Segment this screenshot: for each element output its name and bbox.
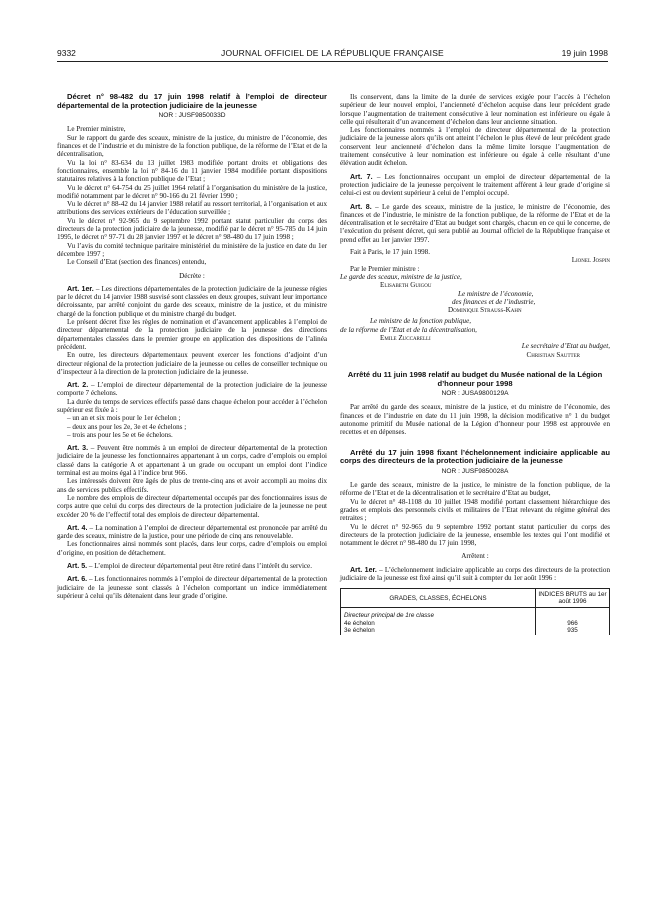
fp-title: Le ministre de la fonction publique, [370, 317, 472, 326]
table-row [341, 627, 610, 634]
arrete-article-1-text: – L’échelonnement indiciaire applicable au corps des directeurs de la protection judiciaire de la jeunesse est fixé ainsi qu’il suit à compter du 1er août 1996 : [340, 565, 610, 583]
article-8 [340, 203, 610, 244]
signature-place-date: Fait à Paris, le 17 juin 1998. [350, 248, 430, 257]
article-1-para: Le présent décret fixe les règles de nomination et d’avancement applicables à l’emploi de directeur départemental de la protection judiciaire de la jeunesse des directions départementales classées dans le premier groupe en application des dispositions de l’alinéa précédent. [57, 318, 327, 351]
issue-date: 19 juin 1998 [561, 48, 608, 58]
article-3 [57, 444, 327, 477]
article-7-text: – Les fonctionnaires occupant un emploi de directeur départemental de la protection judiciaire de la jeunesse perçoivent le traitement afférent à leur grade d’origine si celui-ci est ou devient supérieur à celui de l’emploi occupé. [340, 172, 610, 198]
continuation-para: Ils conservent, dans la limite de la durée de services exigée pour l’accès à l’échelon supérieur de leur nouvel emploi, l’ancienneté d’échelon acquise dans leur précédent grade lorsque l’augmentation de traitement consécutive à leur nomination est inférieure ou égale à celle qui résulterait d’un avancement d’échelon dans leur ancienne situation. [340, 93, 610, 126]
article-2 [57, 381, 327, 398]
article-6 [57, 575, 327, 600]
intro-line: Sur le rapport du garde des sceaux, ministre de la justice, du ministre de l’économie, des finances et de l’industrie et du ministre de la fonction publique, de la réforme de l’Etat et de la décentralisation, [57, 133, 327, 159]
table-cell: 966 [536, 620, 610, 627]
article-4-para: Les fonctionnaires ainsi nommés sont placés, dans leur corps, cadre d’emplois ou emploi d’origine, en position de détachement. [57, 540, 327, 557]
intro-line: Vu le décret n° 92-965 du 9 septembre 1992 portant statut particulier du corps des directeurs de la protection judiciaire de la jeunesse, modifié par le décret n° 95-785 du 14 juin 1995, le décret n° 97-71 du 28 janvier 1997 et le décret n° 98-480 du 17 juin 1998 ; [57, 216, 327, 242]
fp-title: de la réforme de l’Etat et de la décentralisation, [340, 325, 477, 334]
table-cell [536, 608, 610, 620]
arrete-musee-title: Arrêté du 11 juin 1998 relatif au budget du Musée national de la Légion d’honneur pour 1998 [347, 369, 603, 388]
right-column [340, 93, 610, 635]
budget-name: Christian Sautter [526, 350, 580, 359]
article-6-label: Art. 6. [67, 575, 88, 584]
article-5-label: Art. 5. [67, 562, 88, 571]
intro-line: Vu le décret n° 64-754 du 25 juillet 1964 relatif à l’organisation du ministère de la justice, modifié notamment par le décret n° 90-166 du 21 février 1990 ; [57, 183, 327, 200]
intro-line: Vu le décret n° 88-42 du 14 janvier 1988 relatif au ressort territorial, à l’organisation et aux attributions des services extérieurs de l’éducation surveillée ; [57, 200, 327, 217]
arrete-article-1 [340, 566, 610, 583]
list-item: – deux ans pour les 2e, 3e et 4e échelons ; [67, 422, 187, 431]
arrete-musee-nor: NOR : JUSA9800129A [441, 390, 509, 398]
article-7 [340, 173, 610, 198]
article-3-label: Art. 3. [67, 444, 89, 453]
signature-block [340, 248, 610, 359]
article-2-label: Art. 2. [67, 381, 89, 390]
article-4 [57, 524, 327, 541]
list-item: – un an et six mois pour le 1er échelon ; [67, 414, 181, 423]
economy-name: Dominique Strauss-Kahn [448, 306, 522, 315]
table-cell: 3e échelon [341, 627, 536, 634]
decree-intro [57, 125, 327, 266]
intro-line: Vu la loi n° 83-634 du 13 juillet 1983 modifiée portant droits et obligations des fonctionnaires, ensemble la loi n° 84-16 du 11 janvier 1984 modifiée portant dispositions statutaires relatives à la fonction publique de l’Etat ; [57, 158, 327, 184]
pm-intro: Par le Premier ministre : [350, 264, 420, 273]
justice-name: Elisabeth Guigou [380, 281, 432, 290]
arrete-echelonnement-nor: NOR : JUSF9850028A [441, 467, 509, 475]
table-cell: 935 [536, 627, 610, 634]
intro-line: Le Premier ministre, [67, 125, 126, 134]
article-8-text: – Le garde des sceaux, ministre de la justice, le ministre de l’économie, des finances et de l’industrie, le ministre de la fonction publique, de la réforme de l’Etat et de la décentralisation et le secrétaire d’Etat au budget sont chargés, chacun en ce qui le concerne, de l’exécution du présent décret, qui sera publié au Journal officiel de la République française et prend effet au 1er janvier 1997. [340, 202, 610, 244]
article-1-label: Art. 1er. [67, 284, 94, 293]
header-rule [57, 61, 608, 62]
intro-line: Le Conseil d’Etat (section des finances) entendu, [67, 258, 207, 267]
intro-line: Vu l’avis du comité technique paritaire ministériel du ministère de la justice en date du 1er décembre 1997 ; [57, 241, 327, 258]
article-7-label: Art. 7. [350, 172, 373, 181]
arrete-musee-text: Par arrêté du garde des sceaux, ministre de la justice, et du ministre de l’économie, des finances et de l’industrie en date du 11 juin 1998, la décision modificative n° 1 du budget autonome primitif du Musée national de la Légion d’honneur pour 1998 est approuvée en recettes et en dépenses. [340, 403, 610, 437]
article-2-text: – L’emploi de directeur départemental de la protection judiciaire de la jeunesse comporte 7 échelons. [57, 381, 327, 398]
article-3-text: – Peuvent être nommés à un emploi de directeur départemental de la protection judiciaire de la jeunesse les fonctionnaires appartenant à un corps, cadre d’emplois ou emploi classé dans la catégorie A et appartenant à un grade ou occupant un emploi dont l’indice terminal est au moins égal à l’indice brut 966. [57, 444, 327, 478]
arrete-echelonnement-title: Arrêté du 17 juin 1998 fixant l’échelonnement indiciaire applicable au corps des directeurs de la protection judiciaire de la jeunesse [340, 447, 610, 466]
justice-title: Le garde des sceaux, ministre de la justice, [340, 272, 462, 281]
arrete-echelonnement-para: Vu le décret n° 92-965 du 9 septembre 1992 portant statut particulier du corps des directeurs de la protection judiciaire de la jeunesse, ensemble les textes qui l’ont modifié et notamment le décret n° 98-480 du 17 juin 1998, [340, 522, 610, 548]
pm-name: Lionel Jospin [571, 256, 610, 265]
left-column [57, 93, 327, 600]
indices-table [340, 588, 610, 634]
table-header: GRADES, CLASSES, ÉCHELONS [341, 589, 536, 608]
page-header [57, 48, 608, 62]
table-row [341, 620, 610, 627]
table-cell: 4e échelon [341, 620, 536, 627]
decrete-heading: Décrète : [179, 271, 205, 280]
article-1 [57, 285, 327, 318]
article-5-text: – L’emploi de directeur départemental peut être retiré dans l’intérêt du service. [88, 562, 312, 571]
article-1-para: En outre, les directeurs départementaux peuvent exercer les fonctions d’adjoint d’un directeur régional de la protection judiciaire de la jeunesse ou celles de conseiller technique ou d’inspecteur à la direction de la protection judiciaire de la jeunesse. [57, 351, 327, 376]
arrete-echelonnement-para: Le garde des sceaux, ministre de la justice, le ministre de la fonction publique, de la réforme de l’Etat et de la décentralisation et le secrétaire d’Etat au budget, [340, 481, 610, 498]
article-6-text: – Les fonctionnaires nommés à l’emploi de directeur départemental de la protection judiciaire de la jeunesse sont classés à l’échelon comportant un indice immédiatement supérieur à celui qu’ils détenaient dans leur grade d’origine. [57, 575, 328, 600]
arrete-echelonnement [340, 449, 610, 635]
arretent-heading: Arrêtent : [461, 552, 489, 561]
article-3-para: Le nombre des emplois de directeur départemental occupés par des fonctionnaires issus de corps autre que celui du corps des directeurs de la protection judiciaire de la jeunesse ne peut excéder 20 % de l’effectif total des emplois de directeur départemental. [57, 493, 327, 519]
arrete-article-1-label: Art. 1er. [350, 565, 377, 574]
table-header: INDICES BRUTS au 1er août 1996 [536, 589, 610, 608]
article-4-label: Art. 4. [67, 523, 88, 532]
table-section-label: Directeur principal de 1re classe [341, 608, 536, 620]
list-item: – trois ans pour les 5e et 6e échelons. [67, 430, 173, 439]
article-4-text: – La nomination à l’emploi de directeur départemental est prononcée par arrêté du garde des sceaux, ministre de la justice, pour une période de cinq ans renouvelable. [57, 523, 328, 541]
arrete-echelonnement-para: Vu le décret n° 48-1108 du 10 juillet 1948 modifié portant classement hiérarchique des grades et emplois des personnels civils et militaires de l’Etat relevant du régime général des retraites ; [340, 497, 610, 523]
journal-title: JOURNAL OFFICIEL DE LA RÉPUBLIQUE FRANÇAISE [221, 48, 444, 58]
decree-nor: NOR : JUSF9850033D [158, 112, 226, 120]
fp-name: Emile Zuccarelli [380, 334, 431, 343]
decree-title: Décret n° 98-482 du 17 juin 1998 relatif à l’emploi de directeur départemental de la protection judiciaire de la jeunesse [57, 92, 327, 110]
economy-title: des finances et de l’industrie, [452, 297, 536, 306]
economy-title: Le ministre de l’économie, [458, 289, 534, 298]
article-2-para: La durée du temps de services effectifs passé dans chaque échelon pour accéder à l’échelon supérieur est fixée à : [57, 397, 327, 414]
article-1-text: – Les directions départementales de la protection judiciaire de la jeunesse régies par le décret du 14 janvier 1988 susvisé sont classées en deux groupes, suivant leur importance décroissante, par arrêté conjoint du garde des sceaux, ministre de la justice, et du ministre chargé de la fonction publique et du ministre chargé du budget. [57, 284, 327, 318]
continuation-para: Les fonctionnaires nommés à l’emploi de directeur départemental de la protection judiciaire de la jeunesse alors qu’ils ont atteint l’échelon le plus élevé de leur précédent grade conservent leur ancienneté d’échelon dans la même limite lorsque l’augmentation de traitement consécutive à leur nomination est inférieure ou égale à celle résultant d’une élévation audit échelon. [340, 126, 610, 168]
arrete-musee [340, 371, 610, 437]
article-8-label: Art. 8. [350, 202, 372, 211]
article-5 [57, 562, 327, 570]
budget-title: Le secrétaire d’Etat au budget, [521, 342, 610, 351]
page-number: 9332 [57, 48, 76, 58]
article-3-para: Les intéressés doivent être âgés de plus de trente-cinq ans et avoir accompli au moins dix ans de services publics effectifs. [57, 477, 327, 494]
